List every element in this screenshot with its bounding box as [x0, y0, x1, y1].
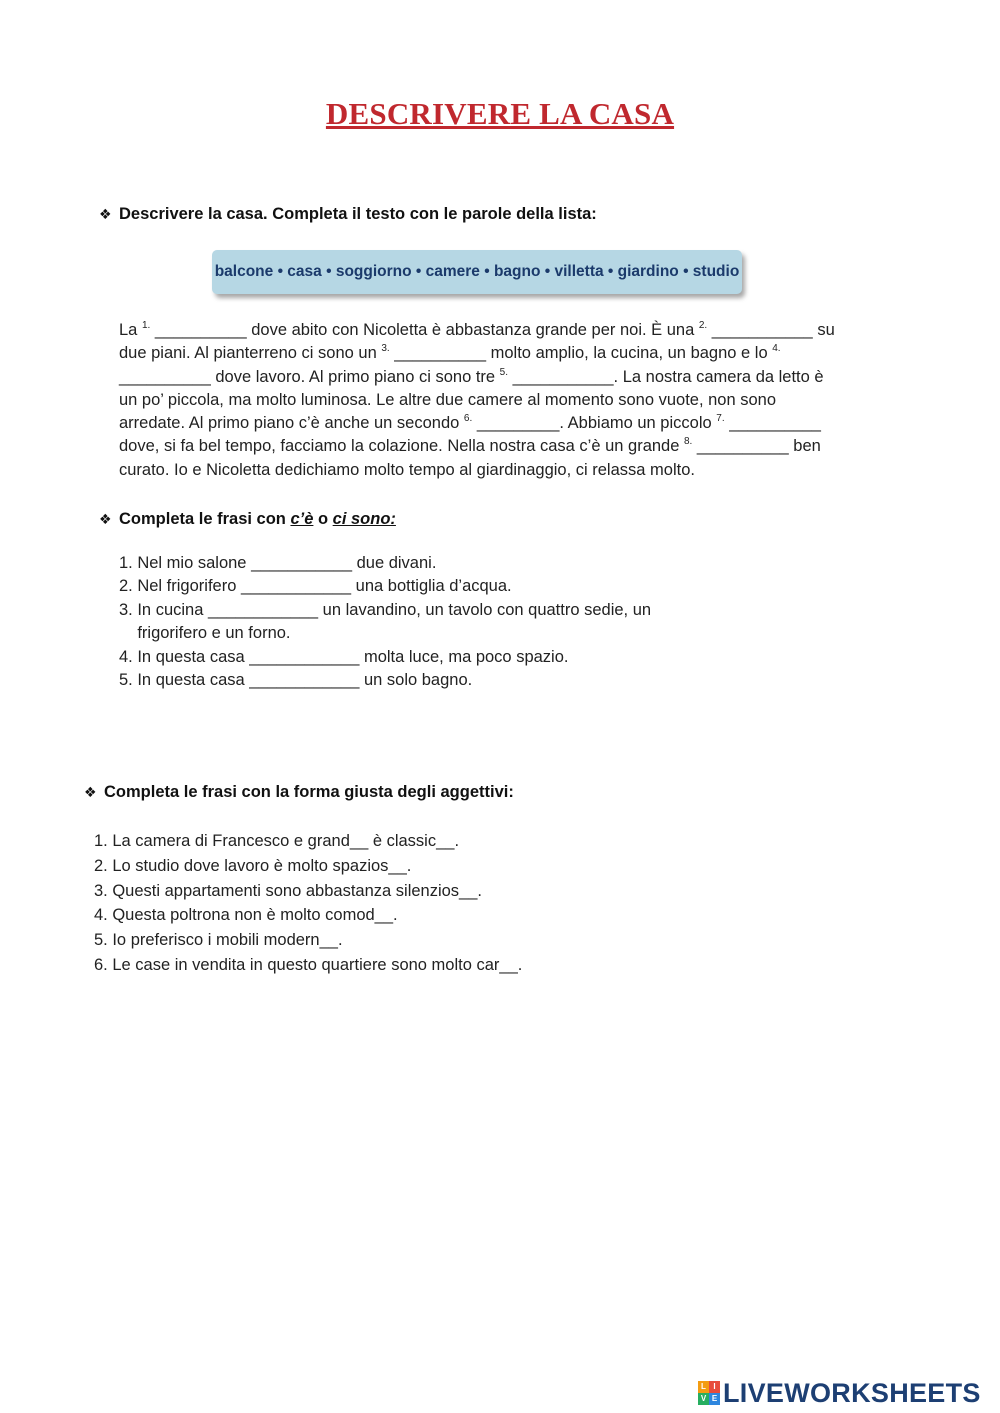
- list-item: 3. Questi appartamenti sono abbastanza silenzios__.: [94, 881, 482, 900]
- section3-heading-text: Completa le frasi con la forma giusta degli aggettivi:: [104, 783, 514, 801]
- section3-list: [94, 829, 522, 978]
- option-ce: c’è: [290, 510, 314, 528]
- section3-heading: [84, 783, 514, 802]
- section2-heading-prefix: Completa le frasi con: [119, 510, 291, 528]
- blank-number: 2.: [698, 320, 708, 331]
- paragraph-text: ___________ su: [707, 321, 835, 339]
- word-list-box: [212, 250, 742, 294]
- list-item: 5. Io preferisco i mobili modern__.: [94, 931, 343, 950]
- section2-list: [119, 552, 651, 692]
- paragraph-text: La: [119, 321, 142, 339]
- logo-mark-letter: V: [698, 1393, 709, 1405]
- paragraph-line: [119, 389, 879, 412]
- paragraph-line: [119, 459, 879, 482]
- blank-number: 6.: [463, 413, 473, 425]
- paragraph-line: [119, 412, 879, 435]
- paragraph-text: _________. Abbiamo un piccolo: [472, 414, 717, 433]
- diamond-bullet-icon: ❖: [99, 206, 112, 222]
- logo-mark-icon: [698, 1381, 720, 1405]
- logo-mark-letter: L: [698, 1381, 709, 1393]
- paragraph-text: dove, si fa bel tempo, facciamo la colazione. Nella nostra casa c’è un grande: [119, 437, 684, 456]
- list-item: 5. In questa casa ____________ un solo bagno.: [119, 671, 473, 690]
- section2-heading: [99, 510, 396, 529]
- paragraph-line: [119, 435, 879, 458]
- diamond-bullet-icon: ❖: [84, 784, 97, 800]
- paragraph-text: __________ dove lavoro. Al primo piano ci sono tre: [119, 367, 500, 386]
- list-item: 3. In cucina ____________ un lavandino, un tavolo con quattro sedie, un: [119, 600, 652, 619]
- option-ci-sono: ci sono:: [332, 510, 396, 528]
- list-item: 6. Le case in vendita in questo quartiere sono molto car__.: [94, 955, 523, 974]
- blank-number: 1.: [141, 320, 151, 331]
- paragraph-text: ___________. La nostra camera da letto è: [508, 367, 824, 386]
- logo-mark-letter: I: [709, 1381, 720, 1393]
- blank-number: 3.: [381, 343, 390, 355]
- list-item: 2. Lo studio dove lavoro è molto spazios__.: [94, 856, 412, 875]
- section1-heading: [99, 205, 597, 224]
- paragraph-text: __________ ben: [692, 437, 821, 456]
- list-item: 4. In questa casa ____________ molta luce, ma poco spazio.: [119, 647, 569, 666]
- list-item: 1. Nel mio salone ___________ due divani.: [119, 554, 437, 572]
- section2-heading-mid: o: [313, 510, 333, 528]
- paragraph-text: curato. Io e Nicoletta dedichiamo molto tempo al giardinaggio, ci relassa molto.: [119, 460, 695, 479]
- blank-number: 5.: [499, 366, 509, 378]
- blank-number: 8.: [683, 436, 693, 448]
- logo-mark-letter: E: [709, 1393, 720, 1405]
- cloze-paragraph: [119, 319, 879, 482]
- paragraph-text: __________ molto amplio, la cucina, un bagno e lo: [389, 344, 773, 363]
- paragraph-line: [119, 319, 879, 342]
- paragraph-text: arredate. Al primo piano c’è anche un secondo: [119, 414, 464, 433]
- paragraph-text: __________: [724, 414, 821, 433]
- list-item: 4. Questa poltrona non è molto comod__.: [94, 906, 398, 925]
- list-item: frigorifero e un forno.: [119, 624, 291, 643]
- liveworksheets-logo[interactable]: [698, 1378, 981, 1408]
- blank-number: 4.: [772, 343, 781, 355]
- page-title: DESCRIVERE LA CASA: [325, 96, 675, 131]
- paragraph-text: __________ dove abito con Nicoletta è abbastanza grande per noi. È una: [150, 321, 699, 339]
- paragraph-line: [119, 366, 879, 389]
- list-item: 1. La camera di Francesco e grand__ è classic__.: [94, 832, 460, 850]
- section1-heading-text: Descrivere la casa. Completa il testo con le parole della lista:: [119, 205, 597, 223]
- paragraph-line: [119, 342, 879, 365]
- list-item: 2. Nel frigorifero ____________ una bottiglia d’acqua.: [119, 577, 512, 596]
- diamond-bullet-icon: ❖: [99, 511, 112, 527]
- word-list: balcone • casa • soggiorno • camere • bagno • villetta • giardino • studio: [214, 263, 740, 280]
- paragraph-text: due piani. Al pianterreno ci sono un: [119, 344, 382, 363]
- blank-number: 7.: [716, 413, 725, 425]
- paragraph-text: un po’ piccola, ma molto luminosa. Le altre due camere al momento sono vuote, non sono: [119, 390, 777, 409]
- logo-text: LIVEWORKSHEETS: [723, 1377, 981, 1408]
